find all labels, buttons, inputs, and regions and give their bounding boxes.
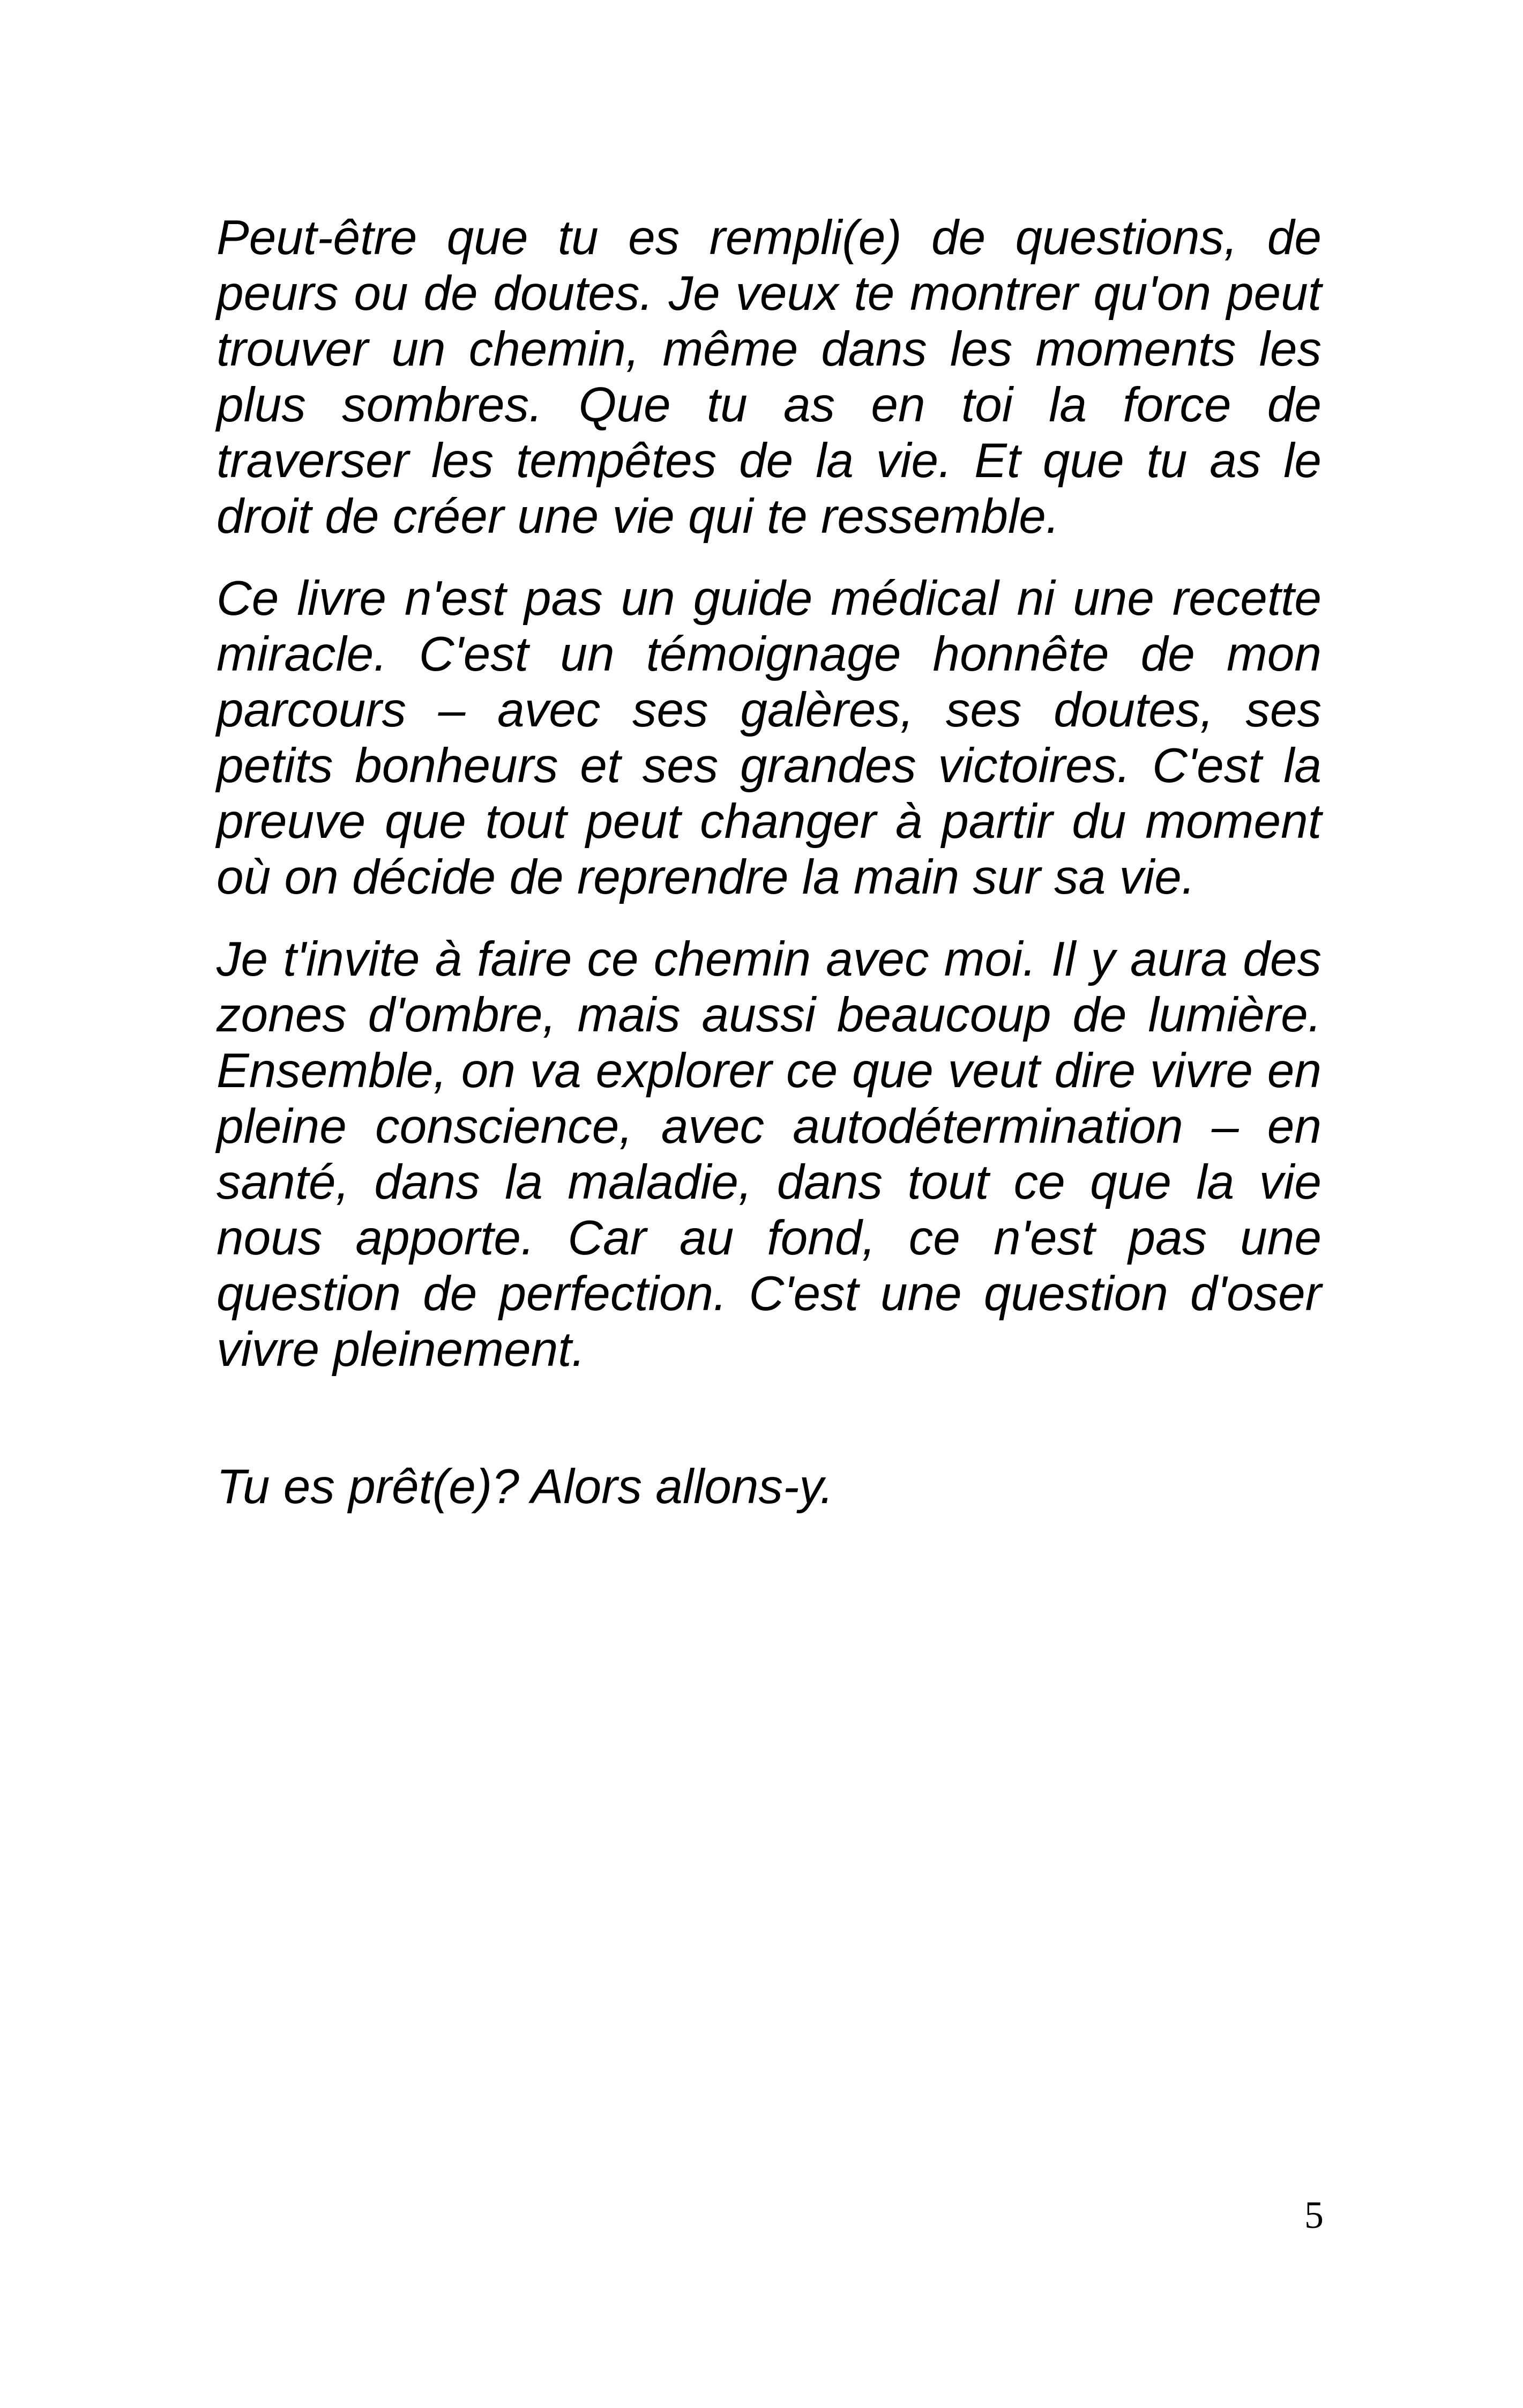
paragraph-2: Ce livre n'est pas un guide médical ni une recette miracle. C'est un témoignage honnête de mon parcours – avec ses galères, ses doutes, ses petits bonheurs et ses grandes victoires. C'est la preuve que tout peut changer à partir du moment où on décide de reprendre la main sur sa vie.	[216, 571, 1322, 904]
paragraph-1: Peut-être que tu es rempli(e) de questions, de peurs ou de doutes. Je veux te montrer qu'on peut trouver un chemin, même dans les moments les plus sombres. Que tu as en toi la force de traverser les tempêtes de la vie. Et que tu as le droit de créer une vie qui te ressemble.	[216, 211, 1322, 544]
page-number: 5	[1304, 2194, 1324, 2236]
body-text	[216, 210, 1322, 1515]
paragraph-3: Je t'invite à faire ce chemin avec moi. Il y aura des zones d'ombre, mais aussi beaucoup de lumière. Ensemble, on va explorer ce que veut dire vivre en pleine conscience, avec autodétermination – en santé, dans la maladie, dans tout ce que la vie nous apporte. Car au fond, ce n'est pas une question de perfection. C'est une question d'oser vivre pleinement.	[216, 932, 1322, 1377]
closing-line: Tu es prêt(e)? Alors allons-y.	[216, 1460, 834, 1514]
